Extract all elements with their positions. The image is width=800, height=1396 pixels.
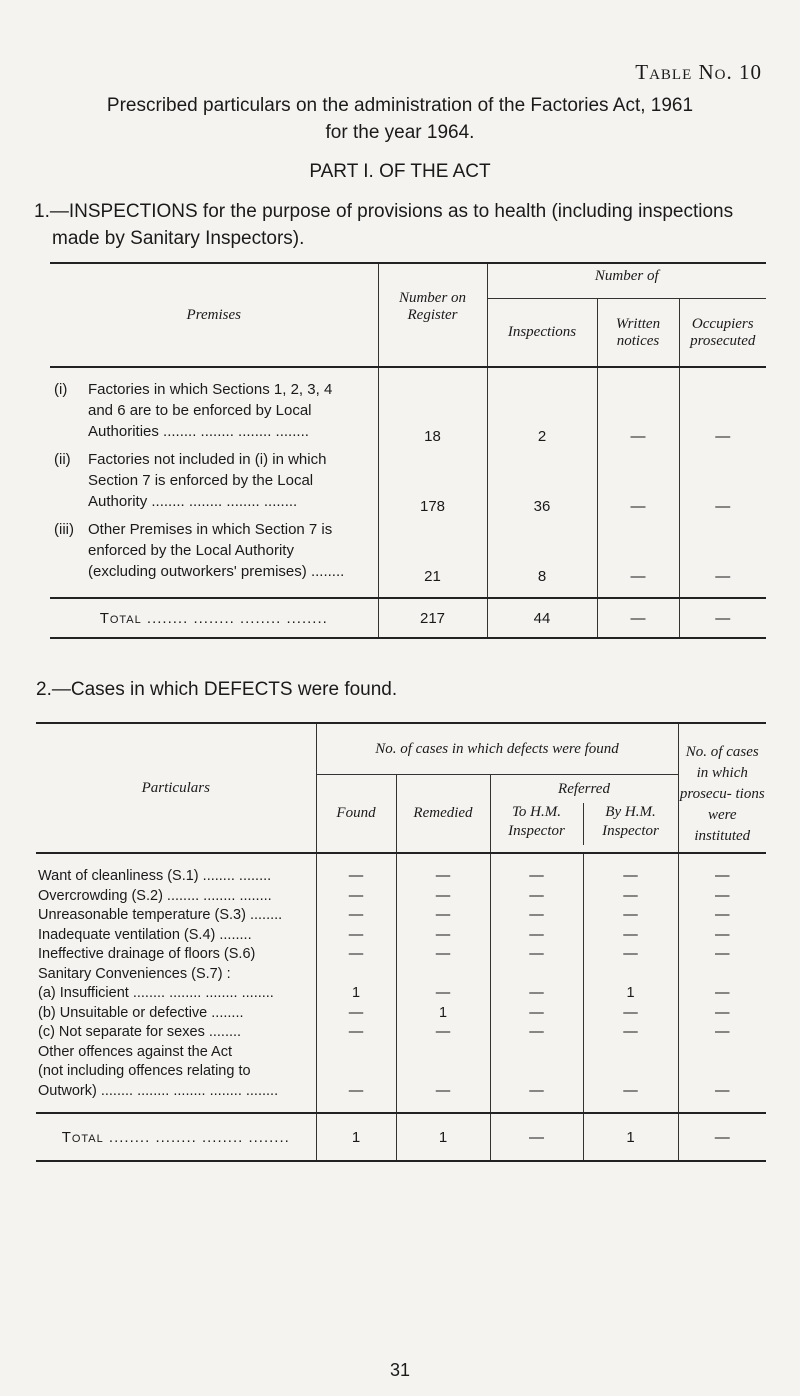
prosecutions-header: No. of cases in which prosecu- tions were instituted bbox=[678, 723, 766, 853]
defects-row bbox=[36, 1062, 766, 1082]
remedied-header: Remedied bbox=[396, 775, 490, 854]
prosecuted-value: — bbox=[715, 498, 731, 515]
defect-by-hm-value: — bbox=[583, 945, 678, 965]
defect-to-hm-value: — bbox=[490, 926, 583, 946]
defect-by-hm-value: — bbox=[583, 906, 678, 926]
defect-remedied-value bbox=[396, 1062, 490, 1082]
total-register: 217 bbox=[378, 598, 487, 638]
defect-particular: Inadequate ventilation (S.4) ........ bbox=[36, 926, 316, 946]
to-hm-inspector-header: To H.M. Inspector bbox=[491, 803, 584, 845]
defect-particular: (b) Unsuitable or defective ........ bbox=[36, 1004, 316, 1024]
written-notices-header: Written notices bbox=[597, 299, 679, 368]
inspections-value: 8 bbox=[487, 519, 597, 598]
defect-prosecutions-value: — bbox=[715, 1004, 730, 1021]
defects-row bbox=[36, 984, 766, 1004]
defect-remedied-value: — bbox=[396, 1082, 490, 1102]
defect-by-hm-value: — bbox=[583, 926, 678, 946]
defect-prosecutions-value: — bbox=[715, 985, 730, 1001]
section1-heading bbox=[34, 198, 774, 252]
defect-particular: Other offences against the Act bbox=[36, 1043, 316, 1063]
total-prosecuted: — bbox=[679, 598, 766, 638]
defect-found-value: — bbox=[316, 887, 396, 907]
defect-to-hm-value: — bbox=[490, 887, 583, 907]
total-notices: — bbox=[597, 598, 679, 638]
defect-remedied-value: — bbox=[396, 906, 490, 926]
inspections-value: 36 bbox=[487, 449, 597, 519]
row-text: Section 7 is enforced by the Local bbox=[88, 472, 314, 489]
defect-to-hm-value bbox=[490, 1062, 583, 1082]
inspections-row bbox=[50, 449, 766, 519]
defect-to-hm-value: — bbox=[490, 1023, 583, 1043]
inspections-row bbox=[50, 379, 766, 449]
inspections-header: Inspections bbox=[487, 299, 597, 368]
row-text: Other Premises in which Section 7 is bbox=[88, 521, 333, 538]
defect-to-hm-value: — bbox=[490, 867, 583, 887]
defect-to-hm-value: — bbox=[490, 984, 583, 1004]
defect-particular: (not including offences relating to bbox=[36, 1062, 316, 1082]
defect-particular: Outwork) ........ ........ ........ ........ ........ bbox=[36, 1082, 316, 1102]
defect-by-hm-value: — bbox=[583, 867, 678, 887]
number-on-register-header: Number on Register bbox=[378, 263, 487, 367]
defect-prosecutions-value bbox=[678, 1043, 766, 1063]
defects-row bbox=[36, 965, 766, 985]
defect-prosecutions-value: — bbox=[715, 868, 730, 884]
defect-particular: Overcrowding (S.2) ........ ........ ........ bbox=[36, 887, 316, 907]
register-value: 21 bbox=[378, 519, 487, 598]
by-hm-inspector-header: By H.M. Inspector bbox=[602, 804, 659, 839]
defect-found-value: — bbox=[316, 867, 396, 887]
defect-by-hm-value: — bbox=[583, 1023, 678, 1043]
row-numeral: (ii) bbox=[54, 451, 71, 468]
defects-row bbox=[36, 945, 766, 965]
row-numeral: (i) bbox=[54, 381, 68, 398]
defect-remedied-value: — bbox=[396, 1023, 490, 1043]
referred-header: Referred bbox=[558, 781, 610, 797]
total-label: Total ........ ........ ........ ........ bbox=[50, 598, 378, 638]
premises-header: Premises bbox=[50, 263, 378, 367]
defects-total-found: 1 bbox=[316, 1113, 396, 1161]
notices-value: — bbox=[597, 449, 679, 519]
defect-found-value: — bbox=[316, 1004, 396, 1024]
defect-found-value bbox=[316, 965, 396, 985]
number-of-header: Number of bbox=[487, 263, 766, 299]
defect-particular: Ineffective drainage of floors (S.6) bbox=[36, 945, 316, 965]
defects-row bbox=[36, 1023, 766, 1043]
defect-prosecutions-value: — bbox=[715, 926, 730, 943]
defects-row bbox=[36, 926, 766, 946]
total-inspections: 44 bbox=[487, 598, 597, 638]
defect-particular: Sanitary Conveniences (S.7) : bbox=[36, 965, 316, 985]
found-header: Found bbox=[316, 775, 396, 854]
page-number: 31 bbox=[389, 1360, 411, 1380]
defect-found-value: — bbox=[316, 906, 396, 926]
defect-by-hm-value: — bbox=[583, 1082, 678, 1102]
occupiers-prosecuted-header: Occupiers prosecuted bbox=[679, 299, 766, 368]
defect-found-value: 1 bbox=[316, 984, 396, 1004]
row-text: Authorities ........ ........ ........ ........ bbox=[88, 423, 309, 440]
row-text: Factories not included in (i) in which bbox=[88, 451, 327, 468]
defect-particular: (a) Insufficient ........ ........ ........ ........ bbox=[36, 984, 316, 1004]
defect-to-hm-value bbox=[490, 965, 583, 985]
defect-prosecutions-value: — bbox=[715, 1024, 730, 1040]
section2-heading: 2.—Cases in which DEFECTS were found. bbox=[36, 679, 398, 700]
defect-to-hm-value: — bbox=[490, 906, 583, 926]
defect-found-value: — bbox=[316, 926, 396, 946]
defect-by-hm-value: — bbox=[583, 1004, 678, 1024]
defect-particular: Unreasonable temperature (S.3) ........ bbox=[36, 906, 316, 926]
inspections-total-row bbox=[50, 598, 766, 638]
defect-by-hm-value: 1 bbox=[583, 984, 678, 1004]
defects-total-label: Total ........ ........ ........ ........ bbox=[36, 1113, 316, 1161]
defect-prosecutions-value bbox=[678, 965, 766, 985]
row-text: Authority ........ ........ ........ ........ bbox=[88, 493, 298, 510]
defect-to-hm-value: — bbox=[490, 1004, 583, 1024]
row-text: (excluding outworkers' premises) ........ bbox=[88, 563, 345, 580]
defect-prosecutions-value: — bbox=[715, 946, 730, 962]
title-line-2: for the year 1964. bbox=[325, 122, 475, 143]
defects-total-remedied: 1 bbox=[396, 1113, 490, 1161]
defect-to-hm-value: — bbox=[490, 945, 583, 965]
notices-value: — bbox=[597, 519, 679, 598]
defects-row bbox=[36, 906, 766, 926]
inspections-row bbox=[50, 519, 766, 598]
defect-prosecutions-value: — bbox=[715, 887, 730, 904]
register-value: 178 bbox=[378, 449, 487, 519]
defects-row bbox=[36, 867, 766, 887]
row-text: Factories in which Sections 1, 2, 3, 4 bbox=[88, 381, 333, 398]
defect-found-value: — bbox=[316, 945, 396, 965]
defect-particular: (c) Not separate for sexes ........ bbox=[36, 1023, 316, 1043]
defect-found-value bbox=[316, 1062, 396, 1082]
register-value: 18 bbox=[378, 379, 487, 449]
defect-remedied-value: 1 bbox=[396, 1004, 490, 1024]
defects-row bbox=[36, 1004, 766, 1024]
defect-by-hm-value bbox=[583, 1062, 678, 1082]
inspections-table bbox=[50, 262, 766, 639]
defect-remedied-value bbox=[396, 965, 490, 985]
notices-value: — bbox=[597, 379, 679, 449]
row-text: enforced by the Local Authority bbox=[88, 542, 294, 559]
defect-remedied-value: — bbox=[396, 926, 490, 946]
defect-by-hm-value bbox=[583, 1043, 678, 1063]
defects-total-to-hm: — bbox=[490, 1113, 583, 1161]
defect-remedied-value: — bbox=[396, 984, 490, 1004]
defect-remedied-value: — bbox=[396, 887, 490, 907]
inspections-value: 2 bbox=[487, 379, 597, 449]
defects-total-prosecutions: — bbox=[678, 1113, 766, 1161]
defect-to-hm-value: — bbox=[490, 1082, 583, 1102]
defect-prosecutions-value: — bbox=[715, 1082, 730, 1099]
defect-remedied-value: — bbox=[396, 945, 490, 965]
row-text: and 6 are to be enforced by Local bbox=[88, 402, 312, 419]
defect-found-value: — bbox=[316, 1023, 396, 1043]
title-line-1: Prescribed particulars on the administration of the Factories Act, 1961 bbox=[106, 95, 694, 116]
defect-remedied-value bbox=[396, 1043, 490, 1063]
defect-to-hm-value bbox=[490, 1043, 583, 1063]
section1-line-1: 1.—INSPECTIONS for the purpose of provisions as to health (including inspections bbox=[34, 201, 734, 222]
row-numeral: (iii) bbox=[54, 521, 74, 538]
defect-prosecutions-value: — bbox=[715, 907, 730, 923]
defects-row bbox=[36, 887, 766, 907]
defects-total-by-hm: 1 bbox=[583, 1113, 678, 1161]
defects-row bbox=[36, 1082, 766, 1102]
defects-table bbox=[36, 722, 766, 1162]
defect-prosecutions-value bbox=[678, 1062, 766, 1082]
part-heading: PART I. OF THE ACT bbox=[309, 161, 491, 182]
cases-group-header: No. of cases in which defects were found bbox=[316, 723, 678, 775]
prosecuted-value: — bbox=[679, 519, 766, 598]
prosecuted-value: — bbox=[715, 428, 731, 445]
defect-found-value bbox=[316, 1043, 396, 1063]
defects-total-row bbox=[36, 1113, 766, 1161]
defect-by-hm-value bbox=[583, 965, 678, 985]
defects-row bbox=[36, 1043, 766, 1063]
defect-remedied-value: — bbox=[396, 867, 490, 887]
defect-found-value: — bbox=[316, 1082, 396, 1102]
particulars-header: Particulars bbox=[36, 723, 316, 853]
section1-line-2: made by Sanitary Inspectors). bbox=[52, 228, 305, 249]
table-number: Table No. 10 bbox=[635, 60, 762, 84]
defect-by-hm-value: — bbox=[583, 887, 678, 907]
defect-particular: Want of cleanliness (S.1) ........ ........ bbox=[36, 867, 316, 887]
